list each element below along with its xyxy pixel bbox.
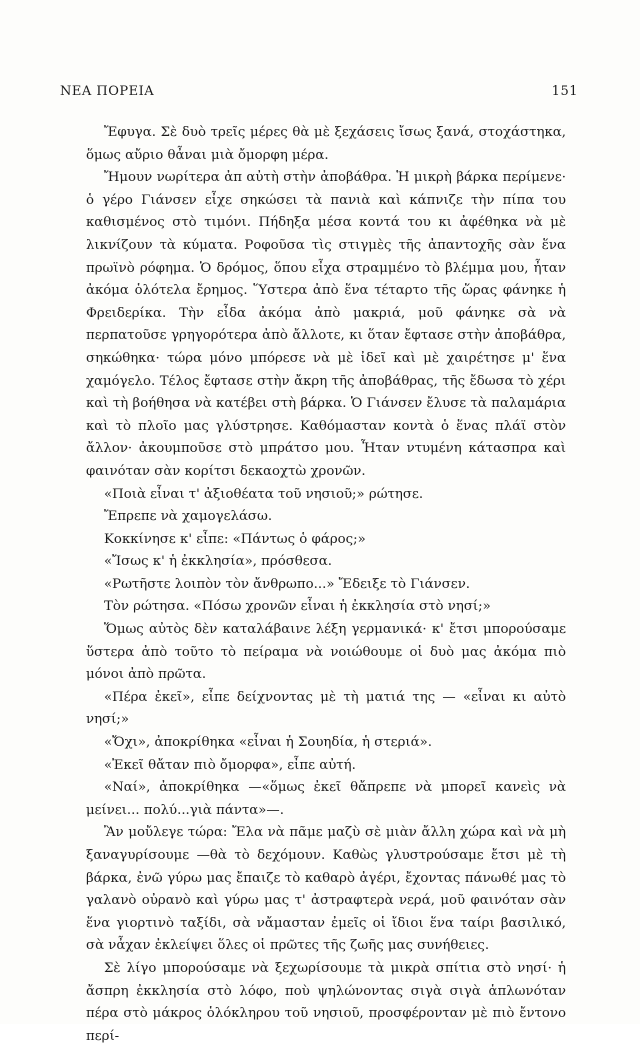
paragraph: Ἂν μοὔλεγε τώρα: Ἔλα νὰ πᾶμε μαζὺ σὲ μιὰν ἄλλη χώρα καὶ νὰ μὴ ξαναγυρίσουμε —θὰ τὸ δεχόμουν. Καθὼς γλυστρούσαμε ἔτσι μὲ τὴ βάρκα, ἐνῶ γύρω μας ἔπαιζε τὸ καθαρὸ ἀγέρι, ἔχοντας πάνωθέ μας τὸ γαλανὸ οὐρανὸ καὶ γύρω μας τ' ἀστραφτερὰ νερά, μοῦ φαινόταν σὰν ἕνα γιορτινὸ ταξίδι, σὰ νἄμασταν ἐμεῖς οἱ ἴδιοι ἕνα ταίρι βασιλικό, σὰ νἆχαν ἐκλείψει ὅλες οἱ πρῶτες τῆς ζωῆς μας συνήθειες.	[86, 825, 566, 954]
paragraph: «Ὄχι», ἀποκρίθηκα «εἶναι ἡ Σουηδία, ἡ στεριά».	[104, 735, 432, 751]
paragraph: Ἔφυγα. Σὲ δυὸ τρεῖς μέρες θὰ μὲ ξεχάσεις ἴσως ξανά, στοχάστηκα, ὅμως αὔριο θἆναι μιὰ ὄμορφη μέρα.	[86, 125, 566, 163]
paragraph: «Ἐκεῖ θἄταν πιὸ ὄμορφα», εἶπε αὐτή.	[104, 757, 356, 773]
paragraph: «Ἴσως κ' ἡ ἐκκλησία», πρόσθεσα.	[104, 554, 332, 570]
paragraph: Ἔπρεπε νὰ χαμογελάσω.	[104, 509, 273, 525]
paragraph: Ὅμως αὐτὸς δὲν καταλάβαινε λέξη γερμανικά· κ' ἔτσι μπορούσαμε ὕστερα ἀπὸ τοῦτο τὸ πείραμα νὰ νοιώθουμε οἱ δυὸ μας ἀκόμα πιὸ μόνοι ἀπὸ πρῶτα.	[86, 622, 566, 683]
paragraph: «Ποιὰ εἶναι τ' ἀξιοθέατα τοῦ νησιοῦ;» ρώτησε.	[104, 486, 424, 502]
running-header	[60, 84, 578, 99]
paragraph: «Ναί», ἀποκρίθηκα —«ὅμως ἐκεῖ θἄπρεπε νὰ μπορεῖ κανεὶς νὰ μείνει... πολύ...γιὰ πάντα»—.	[86, 780, 566, 818]
paragraph: «Ρωτῆστε λοιπὸν τὸν ἄνθρωπο...» Ἔδειξε τὸ Γιάνσεν.	[104, 576, 471, 592]
paragraph: Ἤμουν νωρίτερα ἀπ αὐτὴ στὴν ἀποβάθρα. Ἡ μικρὴ βάρκα περίμενε· ὁ γέρο Γιάνσεν εἶχε σηκώσει τὰ πανιὰ καὶ κάπνιζε τὴν πίπα του καθισμένος στὸ τιμόνι. Πήδηξα μέσα κοντά του κι ἀφέθηκα νὰ μὲ λικνίζουν τὰ κύματα. Ροφοῦσα τὶς στιγμὲς τῆς ἀπαντοχῆς σὰν ἕνα πρωϊνὸ ρόφημα. Ὁ δρόμος, ὅπου εἶχα στραμμένο τὸ βλέμμα μου, ἦταν ἀκόμα ὁλότελα ἔρημος. Ὕστερα ἀπὸ ἕνα τέταρτο τῆς ὥρας φάνηκε ἡ Φρειδερίκα. Τὴν εἶδα ἀκόμα ἀπὸ μακριά, μοῦ φάνηκε σὰ νὰ περπατοῦσε γρηγορότερα ἀπὸ ἄλλοτε, κι ὅταν ἔφτασε στὴν ἀποβάθρα, σηκώθηκα· τώρα μόνο μπόρεσε νὰ μὲ ἰδεῖ καὶ μὲ χαιρέτησε μ' ἕνα χαμόγελο. Τέλος ἔφτασε στὴν ἄκρη τῆς ἀποβάθρας, τῆς ἔδωσα τὸ χέρι καὶ τὴ βοήθησα νὰ κατέβει στὴ βάρκα. Ὁ Γιάνσεν ἔλυσε τὰ παλαμάρια καὶ τὸ πλοῖο μας γλύστρησε. Καθόμασταν κοντὰ ὁ ἕνας πλάϊ στὸν ἄλλον· ἀκουμποῦσε στὸ μπράτσο μου. Ἦταν ντυμένη κάτασπρα καὶ φαινόταν σὰν κορίτσι δεκαοχτὼ χρονῶν.	[86, 170, 566, 479]
paragraph: Σὲ λίγο μπορούσαμε νὰ ξεχωρίσουμε τὰ μικρὰ σπίτια στὸ νησί· ἡ ἄσπρη ἐκκλησία στὸ λόφο, ποὺ ψηλώνοντας σιγὰ σιγὰ ἁπλωνόταν πέρα στὸ μάκρος ὁλόκληρου τοῦ νησιοῦ, προσφέρονταν μὲ πιὸ ἔντονο περί-	[86, 960, 566, 1044]
paragraph: Κοκκίνησε κ' εἶπε: «Πάντως ὁ φάρος;»	[104, 531, 366, 547]
body-text	[86, 122, 566, 1048]
running-title: ΝΕΑ ΠΟΡΕΙΑ	[60, 84, 155, 99]
paragraph: Τὸν ρώτησα. «Πόσω χρονῶν εἶναι ἡ ἐκκλησία στὸ νησί;»	[104, 599, 491, 615]
page-number: 151	[551, 84, 578, 99]
paragraph: «Πέρα ἐκεῖ», εἶπε δείχνοντας μὲ τὴ ματιά της — «εἶναι κι αὐτὸ νησί;»	[86, 689, 566, 728]
